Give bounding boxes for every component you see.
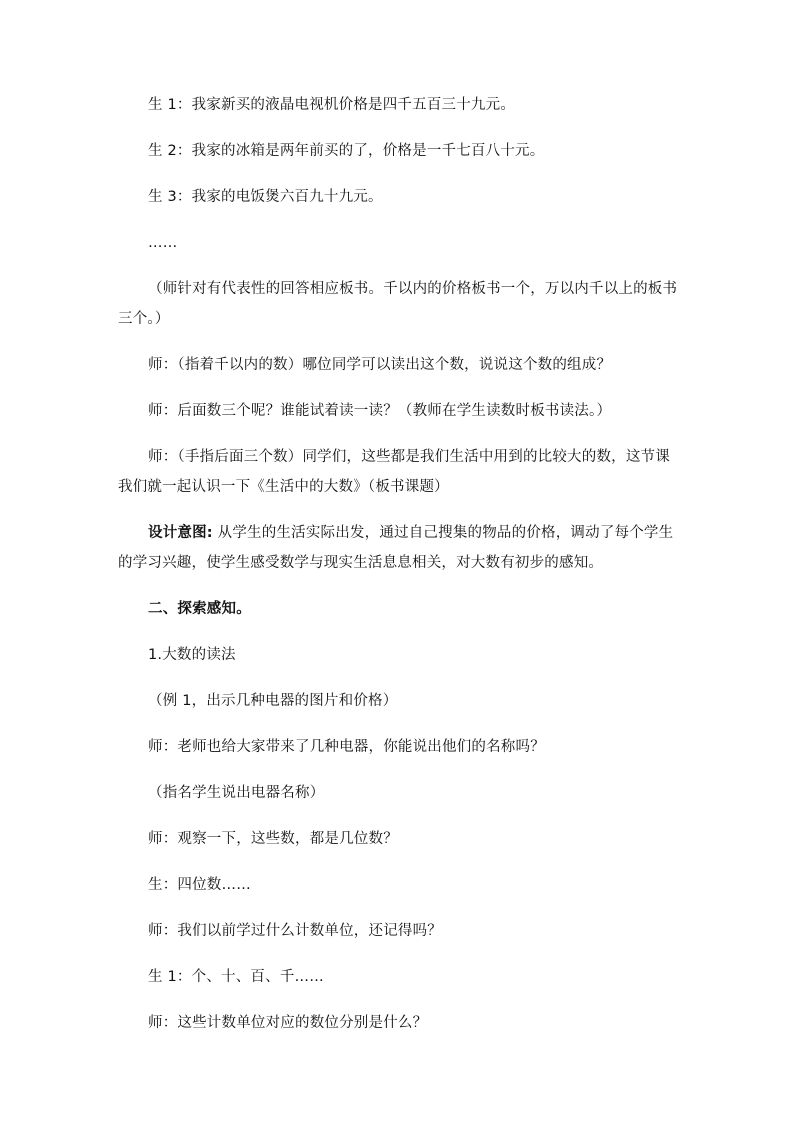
teacher-board-note: （师针对有代表性的回答相应板书。千以内的价格板书一个，万以内千以上的板书三个。） (118, 281, 678, 327)
teacher-question-2: 师：后面数三个呢？谁能试着读一读？（教师在学生读数时板书读法。） (148, 403, 612, 419)
teacher-digits-question: 师：观察一下，这些数，都是几位数？ (148, 831, 398, 847)
teacher-appliance-question: 师：老师也给大家带来了几种电器，你能说出他们的名称吗？ (148, 739, 545, 755)
design-intent-label: 设计意图: (148, 525, 213, 541)
teacher-intro: 师：（手指后面三个数）同学们，这些都是我们生活中用到的比较大的数，这节课我们就一起认识一下《生活中的大数》（板书课题） (118, 449, 670, 495)
teacher-place-value-question: 师：这些计数单位对应的数位分别是什么？ (148, 1015, 428, 1031)
student-2-answer: 生 2：我家的冰箱是两年前买的了，价格是一千七百八十元。 (148, 143, 545, 159)
subheading: 1.大数的读法 (148, 647, 236, 663)
student-four-digit: 生：四位数…… (148, 877, 251, 893)
teacher-units-question: 师：我们以前学过什么计数单位，还记得吗？ (148, 923, 442, 939)
ellipsis-line: …… (148, 235, 178, 251)
section-heading: 二、探索感知。 (148, 601, 251, 617)
teacher-question-1: 师：（指着千以内的数）哪位同学可以读出这个数，说说这个数的组成？ (148, 357, 612, 373)
student-1-answer: 生 1：我家新买的液晶电视机价格是四千五百三十九元。 (148, 97, 516, 113)
student-name-appliances: （指名学生说出电器名称） (148, 785, 325, 801)
student-units-answer: 生 1：个、十、百、千…… (148, 969, 324, 985)
example-1-note: （例 1，出示几种电器的图片和价格） (148, 693, 398, 709)
student-3-answer: 生 3：我家的电饭煲六百九十九元。 (148, 189, 383, 205)
design-intent-text: 从学生的生活实际出发，通过自己搜集的物品的价格，调动了每个学生的学习兴趣，使学生感受数学与现实生活息息相关，对大数有初步的感知。 (118, 525, 674, 571)
lesson-content (118, 90, 678, 1054)
design-intent-paragraph (118, 518, 678, 578)
